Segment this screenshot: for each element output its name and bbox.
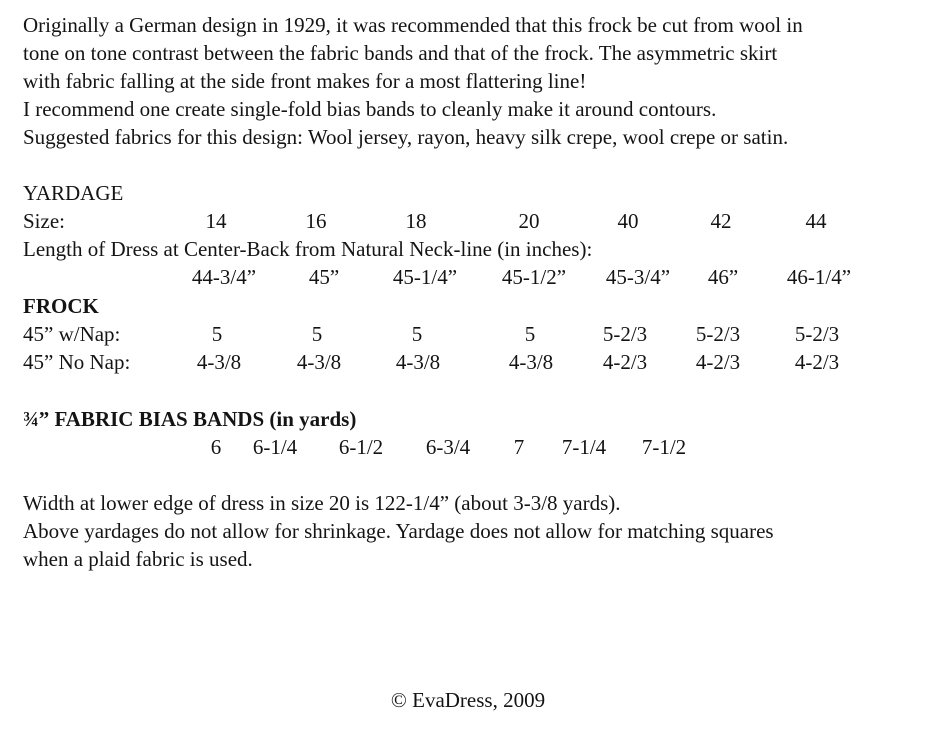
no-nap-cell: 4-2/3: [602, 350, 648, 374]
length-cell: 45-1/2”: [501, 265, 567, 289]
bias-band-cell: 6: [210, 435, 222, 459]
no-nap-cell: 4-3/8: [508, 350, 554, 374]
intro-line-1: Originally a German design in 1929, it was recommended that this frock be cut from wool in: [23, 13, 803, 37]
length-cell: 45-3/4”: [605, 265, 671, 289]
length-cell: 46-1/4”: [786, 265, 852, 289]
nap-label: 45” w/Nap:: [23, 322, 121, 346]
notes-line-2: Above yardages do not allow for shrinkage. Yardage does not allow for matching squares: [23, 519, 774, 543]
no-nap-label: 45” No Nap:: [23, 350, 131, 374]
intro-line-4: I recommend one create single-fold bias bands to cleanly make it around contours.: [23, 97, 717, 121]
yardage-heading: YARDAGE: [23, 181, 124, 205]
size-cell: 20: [518, 209, 540, 233]
size-cell: 42: [710, 209, 732, 233]
notes-line-3: when a plaid fabric is used.: [23, 547, 253, 571]
no-nap-cell: 4-2/3: [695, 350, 741, 374]
size-cell: 40: [617, 209, 639, 233]
bias-band-cell: 7: [513, 435, 525, 459]
nap-cell: 5-2/3: [695, 322, 741, 346]
intro-line-5: Suggested fabrics for this design: Wool jersey, rayon, heavy silk crepe, wool crepe or satin.: [23, 125, 789, 149]
no-nap-cell: 4-3/8: [395, 350, 441, 374]
notes-line-1: Width at lower edge of dress in size 20 is 122-1/4” (about 3-3/8 yards).: [23, 491, 621, 515]
no-nap-cell: 4-3/8: [296, 350, 342, 374]
length-cell: 44-3/4”: [191, 265, 257, 289]
size-cell: 14: [205, 209, 227, 233]
bias-bands-heading: ¾” FABRIC BIAS BANDS (in yards): [23, 407, 357, 431]
nap-cell: 5: [211, 322, 223, 346]
size-cell: 44: [805, 209, 827, 233]
bias-band-cell: 7-1/4: [561, 435, 607, 459]
size-label: Size:: [23, 209, 65, 233]
bias-band-cell: 6-3/4: [425, 435, 471, 459]
no-nap-cell: 4-2/3: [794, 350, 840, 374]
length-cell: 46”: [707, 265, 739, 289]
bias-band-cell: 6-1/2: [338, 435, 384, 459]
nap-cell: 5-2/3: [602, 322, 648, 346]
length-cell: 45”: [308, 265, 340, 289]
frock-heading: FROCK: [23, 294, 99, 318]
nap-cell: 5: [311, 322, 323, 346]
nap-cell: 5-2/3: [794, 322, 840, 346]
intro-line-2: tone on tone contrast between the fabric bands and that of the frock. The asymmetric skirt: [23, 41, 778, 65]
intro-line-3: with fabric falling at the side front makes for a most flattering line!: [23, 69, 587, 93]
size-cell: 18: [405, 209, 427, 233]
copyright: © EvaDress, 2009: [390, 688, 546, 712]
nap-cell: 5: [411, 322, 423, 346]
no-nap-cell: 4-3/8: [196, 350, 242, 374]
length-cell: 45-1/4”: [392, 265, 458, 289]
nap-cell: 5: [524, 322, 536, 346]
bias-band-cell: 6-1/4: [252, 435, 298, 459]
bias-band-cell: 7-1/2: [641, 435, 687, 459]
length-label: Length of Dress at Center-Back from Natural Neck-line (in inches):: [23, 237, 593, 261]
size-cell: 16: [305, 209, 327, 233]
